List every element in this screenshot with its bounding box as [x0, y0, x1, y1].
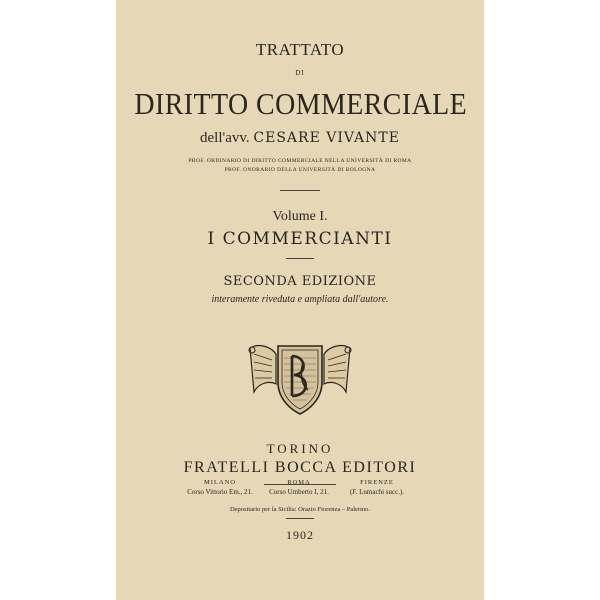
publisher-name: FRATELLI BOCCA EDITORI: [183, 459, 417, 476]
publication-year: 1902: [286, 528, 314, 542]
author-line: [116, 130, 484, 147]
title-line-2: DI: [295, 69, 305, 77]
author-name: CESARE VIVANTE: [253, 130, 400, 146]
publisher-shield-emblem-icon: [246, 338, 354, 418]
branch-address: Corso Vittorio Em., 21.: [187, 488, 253, 496]
depository-line: Depositario per la Sicilia: Orazio Fiorenza – Palermo.: [229, 506, 371, 513]
divider: [280, 190, 320, 191]
author-affiliation-2: PROF. ONORARIO DELLA UNIVERSITÀ DI BOLOGNA: [224, 167, 376, 173]
author-affiliation-1: PROF. ORDINARIO DI DIRITTO COMMERCIALE NELLA UNIVERSITÀ DI ROMA: [188, 158, 412, 164]
author-prefix: dell'avv.: [200, 130, 250, 146]
edition-label: SECONDA EDIZIONE: [223, 274, 377, 289]
branch-city: MILANO: [204, 479, 236, 486]
edition-note: interamente riveduta e ampliata dall'autore.: [211, 294, 389, 305]
volume-label: Volume I.: [272, 209, 328, 224]
branch-firenze: [322, 479, 432, 496]
branch-address: Corso Umberto I, 21.: [269, 488, 329, 496]
divider: [286, 258, 314, 259]
branch-city: FIRENZE: [360, 479, 394, 486]
title-page: [116, 0, 484, 600]
divider: [286, 518, 314, 519]
title-line-1: TRATTATO: [255, 40, 345, 59]
branch-address: (F. Lumachi succ.).: [349, 488, 405, 496]
publisher-city: TORINO: [266, 441, 334, 456]
main-title: DIRITTO COMMERCIALE: [134, 86, 468, 121]
branch-city: ROMA: [287, 479, 311, 486]
volume-subtitle: I COMMERCIANTI: [207, 229, 393, 249]
